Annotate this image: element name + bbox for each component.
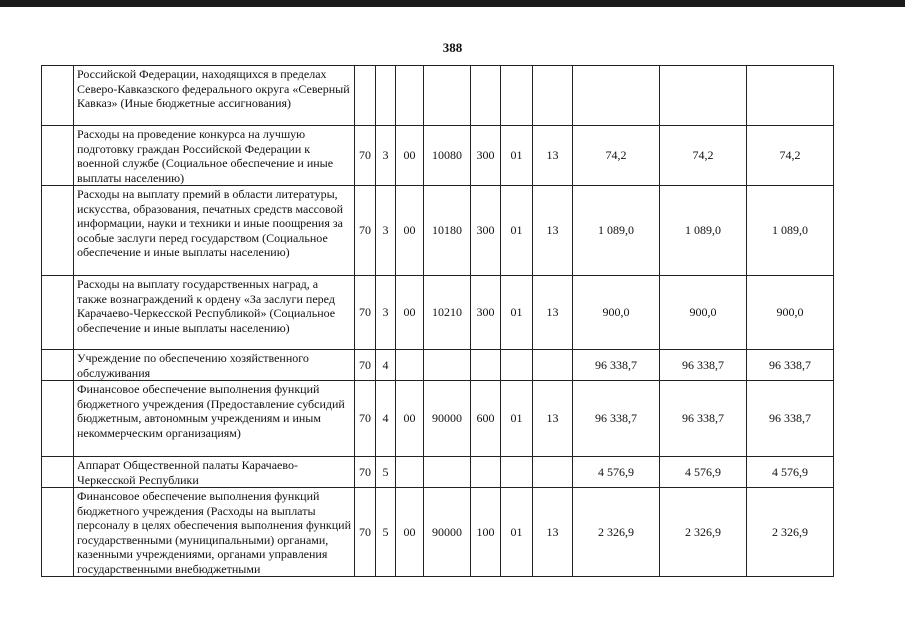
code-program: 3 <box>376 276 396 350</box>
code-direction: 90000 <box>424 381 471 457</box>
amount-year-3: 900,0 <box>747 276 834 350</box>
code-direction: 90000 <box>424 488 471 577</box>
code-section: 01 <box>501 186 533 276</box>
amount-year-3: 2 326,9 <box>747 488 834 577</box>
code-section: 01 <box>501 126 533 186</box>
code-program <box>376 66 396 126</box>
code-subprogram: 00 <box>396 381 424 457</box>
table-row <box>42 350 834 381</box>
row-description: Финансовое обеспечение выполнения функций бюджетного учреждения (Расходы на выплаты персоналу в целях обеспечения выполнения функций государственными (муниципальными) органами, казенными учреждениями, органами управления государственными внебюджетными <box>74 488 355 577</box>
code-expense-type: 300 <box>471 126 501 186</box>
code-subsection: 13 <box>533 126 573 186</box>
code-ministry: 70 <box>355 457 376 488</box>
code-direction <box>424 66 471 126</box>
code-ministry: 70 <box>355 186 376 276</box>
row-description: Расходы на проведение конкурса на лучшую подготовку граждан Российской Федерации к военной службе (Социальное обеспечение и иные выплаты населению) <box>74 126 355 186</box>
table-row <box>42 457 834 488</box>
amount-year-1: 96 338,7 <box>573 381 660 457</box>
amount-year-1: 1 089,0 <box>573 186 660 276</box>
amount-year-3: 4 576,9 <box>747 457 834 488</box>
amount-year-3: 96 338,7 <box>747 381 834 457</box>
amount-year-2: 2 326,9 <box>660 488 747 577</box>
amount-year-1: 74,2 <box>573 126 660 186</box>
row-index <box>42 457 74 488</box>
code-program: 5 <box>376 488 396 577</box>
scan-top-border <box>0 0 905 7</box>
row-index <box>42 350 74 381</box>
amount-year-3: 96 338,7 <box>747 350 834 381</box>
code-ministry: 70 <box>355 381 376 457</box>
table-row <box>42 276 834 350</box>
amount-year-2 <box>660 66 747 126</box>
code-section <box>501 457 533 488</box>
code-ministry <box>355 66 376 126</box>
row-description: Расходы на выплату государственных наград, а также вознаграждений к ордену «За заслуги перед Карачаево-Черкесской Республикой» (Социальное обеспечение и иные выплаты населению) <box>74 276 355 350</box>
code-expense-type: 600 <box>471 381 501 457</box>
table-row <box>42 381 834 457</box>
code-expense-type <box>471 457 501 488</box>
row-index <box>42 126 74 186</box>
code-subsection <box>533 66 573 126</box>
row-description: Аппарат Общественной палаты Карачаево-Черкесской Республики <box>74 457 355 488</box>
amount-year-2: 1 089,0 <box>660 186 747 276</box>
code-ministry: 70 <box>355 350 376 381</box>
code-subsection: 13 <box>533 381 573 457</box>
code-expense-type: 300 <box>471 186 501 276</box>
amount-year-1: 4 576,9 <box>573 457 660 488</box>
code-direction: 10210 <box>424 276 471 350</box>
code-program: 3 <box>376 126 396 186</box>
code-program: 5 <box>376 457 396 488</box>
code-subprogram <box>396 350 424 381</box>
code-expense-type <box>471 66 501 126</box>
amount-year-1: 2 326,9 <box>573 488 660 577</box>
amount-year-1 <box>573 66 660 126</box>
page-number: 388 <box>442 40 463 55</box>
amount-year-3 <box>747 66 834 126</box>
code-program: 4 <box>376 350 396 381</box>
amount-year-2: 96 338,7 <box>660 350 747 381</box>
code-subprogram <box>396 66 424 126</box>
amount-year-1: 96 338,7 <box>573 350 660 381</box>
code-subsection: 13 <box>533 488 573 577</box>
code-subprogram: 00 <box>396 276 424 350</box>
code-program: 3 <box>376 186 396 276</box>
amount-year-1: 900,0 <box>573 276 660 350</box>
code-section <box>501 66 533 126</box>
amount-year-2: 74,2 <box>660 126 747 186</box>
row-index <box>42 186 74 276</box>
row-description: Российской Федерации, находящихся в пределах Северо-Кавказского федерального округа «Северный Кавказ» (Иные бюджетные ассигнования) <box>74 66 355 126</box>
code-subsection <box>533 350 573 381</box>
code-subsection: 13 <box>533 276 573 350</box>
budget-table <box>41 65 834 577</box>
code-subsection: 13 <box>533 186 573 276</box>
amount-year-2: 4 576,9 <box>660 457 747 488</box>
code-direction <box>424 350 471 381</box>
code-ministry: 70 <box>355 488 376 577</box>
row-index <box>42 488 74 577</box>
code-section: 01 <box>501 381 533 457</box>
table-row <box>42 126 834 186</box>
code-ministry: 70 <box>355 276 376 350</box>
amount-year-2: 96 338,7 <box>660 381 747 457</box>
code-ministry: 70 <box>355 126 376 186</box>
row-index <box>42 381 74 457</box>
code-expense-type: 300 <box>471 276 501 350</box>
code-section <box>501 350 533 381</box>
code-direction <box>424 457 471 488</box>
row-description: Учреждение по обеспечению хозяйственного обслуживания <box>74 350 355 381</box>
code-subprogram <box>396 457 424 488</box>
code-section: 01 <box>501 276 533 350</box>
code-program: 4 <box>376 381 396 457</box>
code-expense-type: 100 <box>471 488 501 577</box>
table-row <box>42 66 834 126</box>
row-description: Расходы на выплату премий в области литературы, искусства, образования, печатных средств массовой информации, науки и техники и иные поощрения за особые заслуги перед государством (Социальное обеспечение и иные выплаты населению) <box>74 186 355 276</box>
code-direction: 10080 <box>424 126 471 186</box>
code-subsection <box>533 457 573 488</box>
code-subprogram: 00 <box>396 186 424 276</box>
code-subprogram: 00 <box>396 126 424 186</box>
code-expense-type <box>471 350 501 381</box>
code-direction: 10180 <box>424 186 471 276</box>
row-index <box>42 66 74 126</box>
table-row <box>42 488 834 577</box>
code-subprogram: 00 <box>396 488 424 577</box>
table-row <box>42 186 834 276</box>
row-description: Финансовое обеспечение выполнения функций бюджетного учреждения (Предоставление субсидий бюджетным, автономным учреждениям и иным некоммерческим организациям) <box>74 381 355 457</box>
amount-year-3: 74,2 <box>747 126 834 186</box>
row-index <box>42 276 74 350</box>
amount-year-2: 900,0 <box>660 276 747 350</box>
code-section: 01 <box>501 488 533 577</box>
amount-year-3: 1 089,0 <box>747 186 834 276</box>
